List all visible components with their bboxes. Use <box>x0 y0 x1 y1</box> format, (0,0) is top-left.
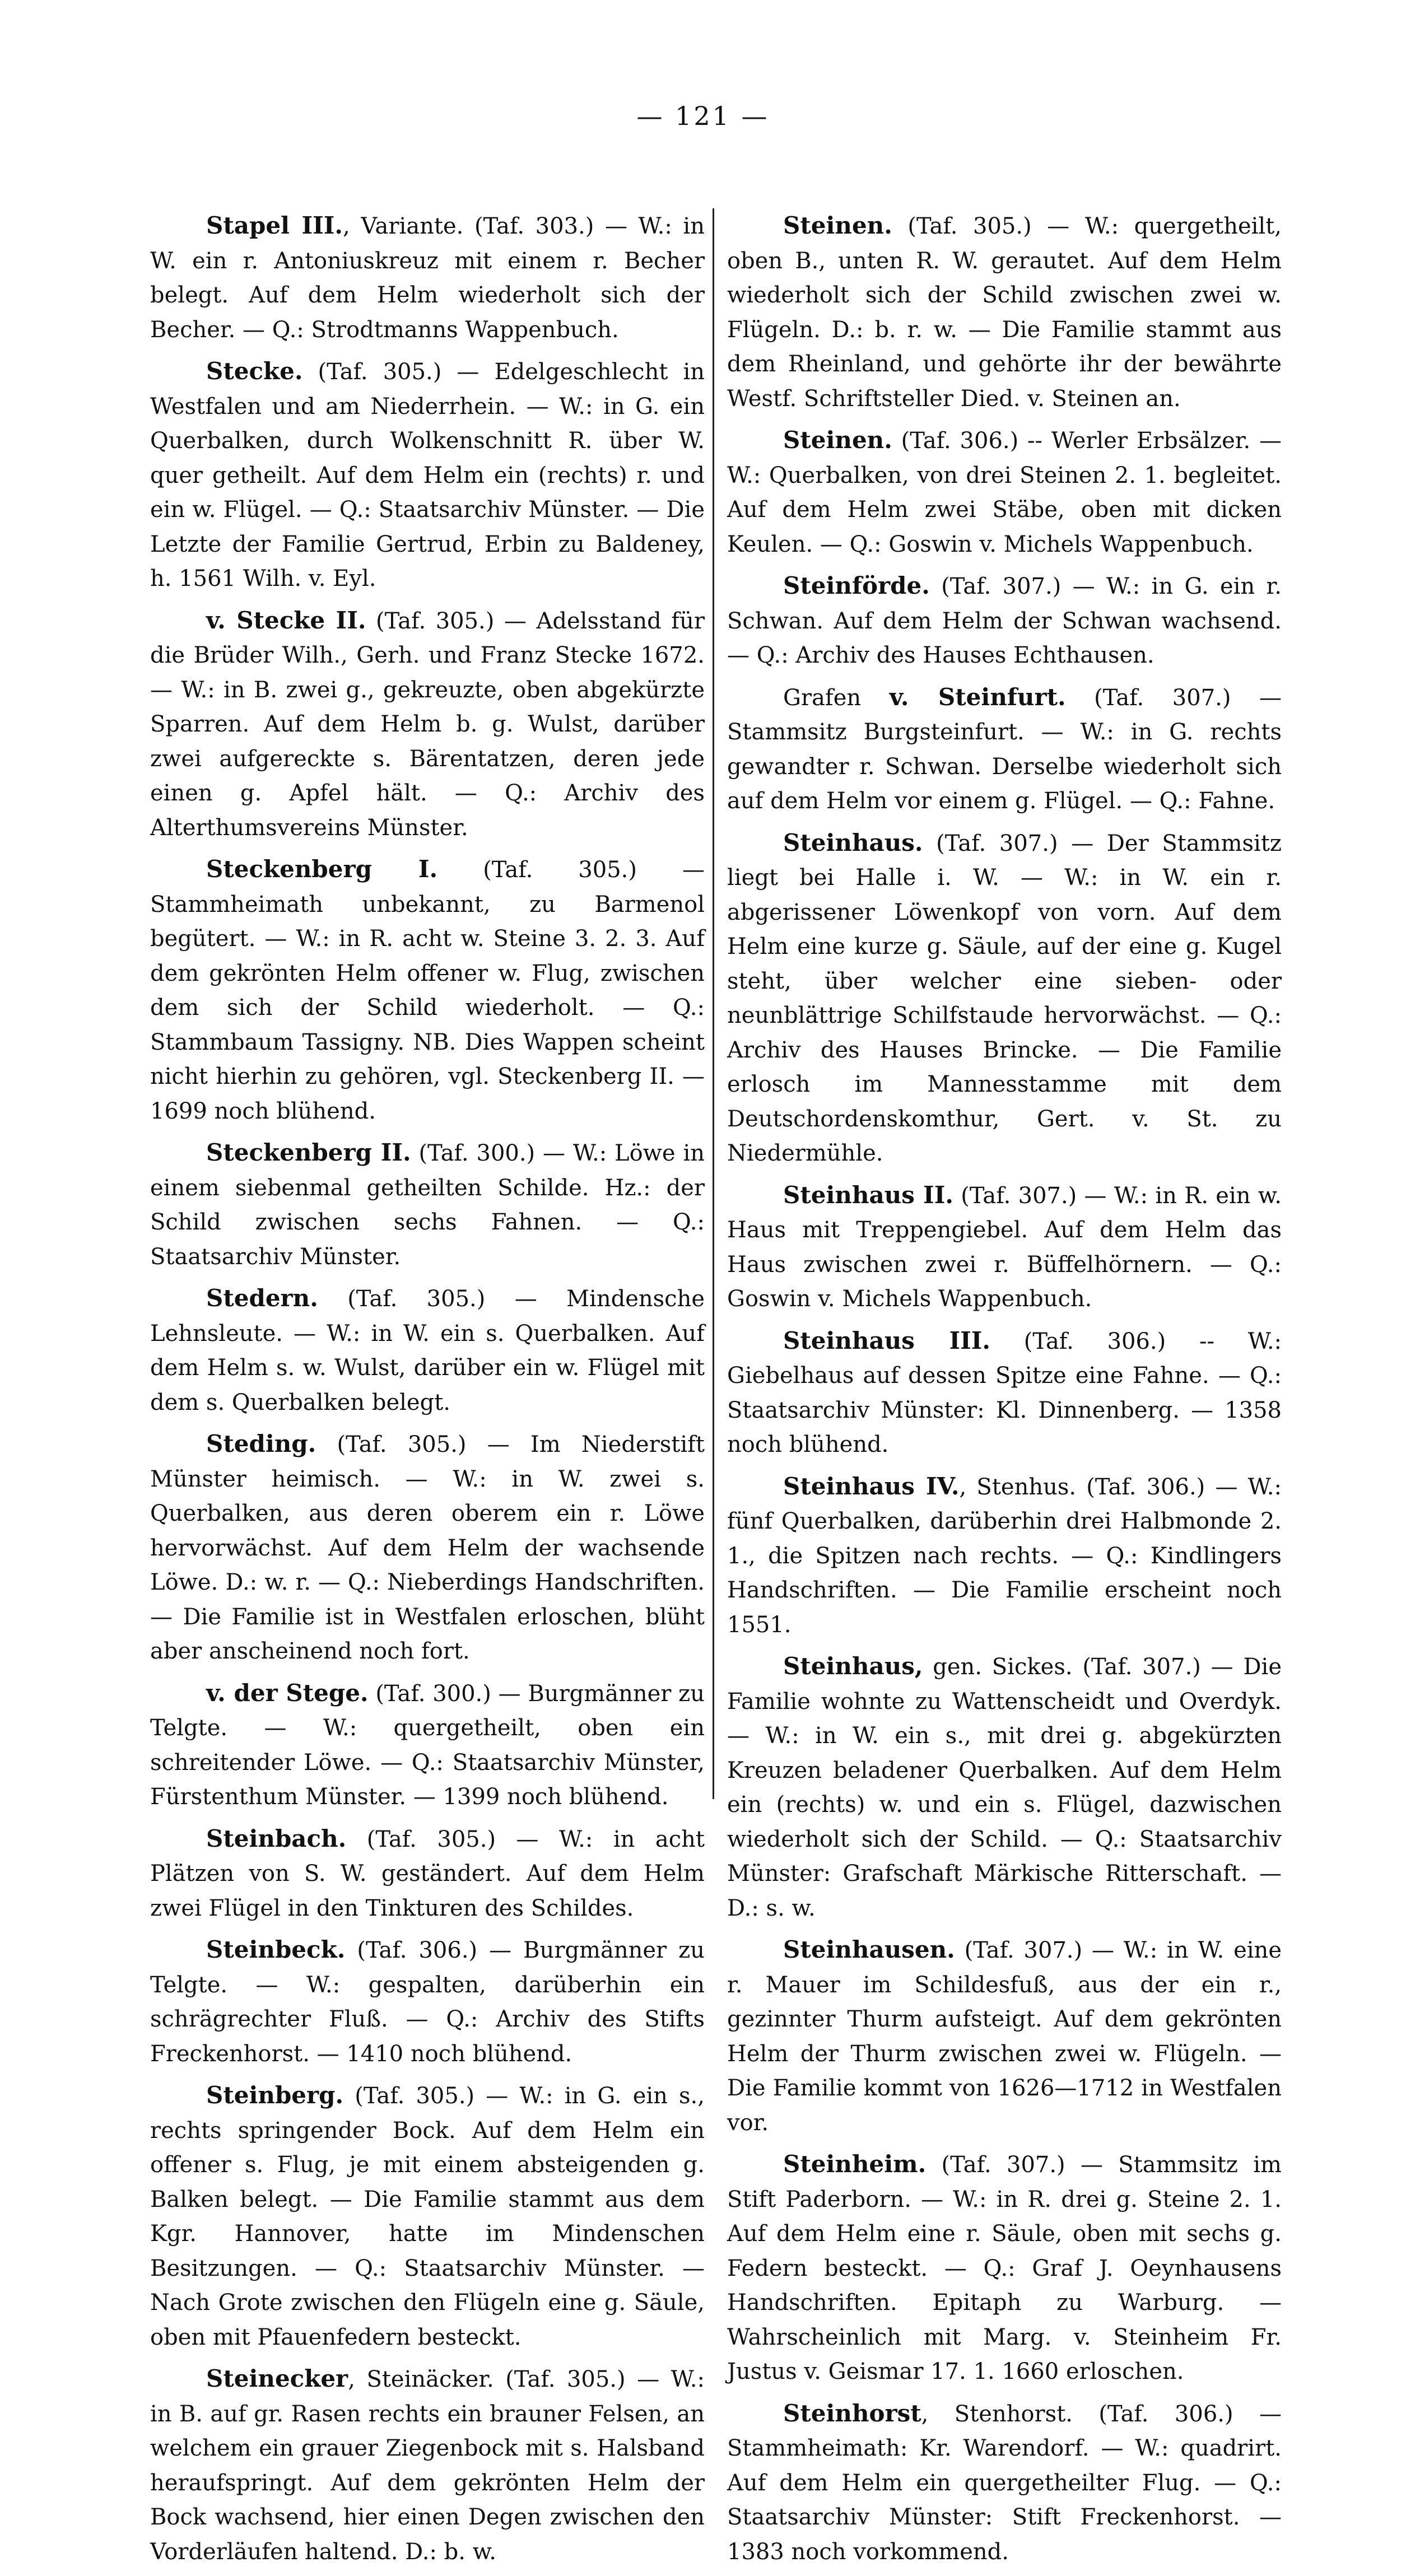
entry-heading: v. Stecke II. <box>206 606 366 634</box>
column-divider <box>713 208 714 1799</box>
entry <box>727 680 1282 819</box>
entry <box>150 603 705 846</box>
entry-heading: Steinhorst <box>783 2399 921 2427</box>
entry <box>727 826 1282 1171</box>
entry-heading: v. Steinfurt. <box>889 683 1066 711</box>
entry-text: (Taf. 307.) — Stammsitz Burgsteinfurt. — W.: in G. rechts gewandter r. Schwan. Derselbe wiederholt sich auf dem Helm vor einem g. Flügel. — Q.: Fahne. <box>727 684 1282 814</box>
entry-heading: Steinecker <box>206 2365 348 2392</box>
entry <box>727 2147 1282 2389</box>
entry-text: (Taf. 305.) — Edelgeschlecht in Westfalen und am Niederrhein. — W.: in G. ein Querbalken, durch Wolkenschnitt R. über W. quer getheilt. Auf dem Helm ein (rechts) r. und ein w. Flügel. — Q.: Staatsarchiv Münster. — Die Letzte der Familie Gertrud, Erbin zu Baldeney, h. 1561 Wilh. v. Eyl. <box>150 359 705 591</box>
entry-text: (Taf. 305.) — W.: in acht Plätzen von S. W. geständert. Auf dem Helm zwei Flügel in den Tinkturen des Schildes. <box>150 1826 705 1921</box>
left-column <box>150 208 705 2576</box>
entry-text: (Taf. 307.) — W.: in R. ein w. Haus mit Treppengiebel. Auf dem Helm das Haus zwischen zwei r. Büffelhörnern. — Q.: Goswin v. Michels Wappenbuch. <box>727 1182 1282 1312</box>
entry-prefix: Grafen <box>783 684 890 711</box>
entry-heading: Steinhaus. <box>783 828 923 856</box>
entry-heading: Steinhaus III. <box>783 1326 991 1354</box>
entry-heading: Steinhaus, <box>783 1652 923 1680</box>
entry-text: , Stenhus. (Taf. 306.) — W.: fünf Querbalken, darüberhin drei Halbmonde 2. 1., die Spitzen nach rechts. — Q.: Kindlingers Handschriften. — Die Familie erscheint noch 1551. <box>727 1474 1282 1638</box>
entry-text: (Taf. 306.) -- Werler Erbsälzer. — W.: Querbalken, von drei Steinen 2. 1. begleitet. Auf dem Helm zwei Stäbe, oben mit dicken Keulen. — Q.: Goswin v. Michels Wappenbuch. <box>727 428 1282 557</box>
entry-heading: Steinen. <box>783 212 892 239</box>
entry-text: (Taf. 305.) — W.: in G. ein s., rechts springender Bock. Auf dem Helm ein offener s. Flug, je mit einem absteigenden g. Balken belegt. — Die Familie stammt aus dem Kgr. Hannover, hatte im Mindenschen Besitzungen. — Q.: Staatsarchiv Münster. — Nach Grote zwischen den Flügeln eine g. Säule, oben mit Pfauenfedern besteckt. <box>150 2083 705 2350</box>
entry <box>150 2078 705 2355</box>
entry <box>727 1324 1282 1462</box>
entry-heading: Steding. <box>206 1430 316 1457</box>
entry <box>727 423 1282 562</box>
entry <box>150 1676 705 1815</box>
entry-text: (Taf. 306.) -- W.: Giebelhaus auf dessen Spitze eine Fahne. — Q.: Staatsarchiv Münster: Kl. Dinnenberg. — 1358 noch blühend. <box>727 1328 1282 1457</box>
entry <box>150 1135 705 1274</box>
entry <box>727 208 1282 416</box>
entry-text: (Taf. 307.) — Stammsitz im Stift Paderborn. — W.: in R. drei g. Steine 2. 1. Auf dem Helm eine r. Säule, oben mit sechs g. Federn besteckt. — Q.: Graf J. Oeynhausens Handschriften. Epitaph zu Warburg. — Wahrscheinlich mit Marg. v. Steinheim Fr. Justus v. Geismar 17. 1. 1660 erloschen. <box>727 2152 1282 2384</box>
entry <box>150 1822 705 1926</box>
entry-text: (Taf. 305.) — Mindensche Lehnsleute. — W.: in W. ein s. Querbalken. Auf dem Helm s. w. Wulst, darüber ein w. Flügel mit dem s. Querbalken belegt. <box>150 1286 705 1415</box>
entry-heading: Steinbach. <box>206 1824 347 1852</box>
entry-heading: v. der Stege. <box>206 1679 369 1707</box>
entry-heading: Steinhaus II. <box>783 1181 953 1209</box>
entry-heading: Steinbeck. <box>206 1936 346 1963</box>
entry-text: , Variante. (Taf. 303.) — W.: in W. ein r. Antoniuskreuz mit einem r. Becher belegt. Auf dem Helm wiederholt sich der Becher. — Q.: Strodtmanns Wappenbuch. <box>150 213 705 343</box>
entry-text: (Taf. 305.) — W.: quergetheilt, oben B., unten R. W. gerautet. Auf dem Helm wiederholt sich der Schild zwischen zwei w. Flügeln. D.: b. r. w. — Die Familie stammt aus dem Rheinland, und gehörte ihr der bewährte Westf. Schriftsteller Died. v. Steinen an. <box>727 213 1282 412</box>
entry-heading: Steinen. <box>783 426 892 454</box>
entry <box>727 569 1282 673</box>
entry-heading: Stecke. <box>206 357 303 385</box>
entry <box>150 208 705 347</box>
entry-text: gen. Sickes. (Taf. 307.) — Die Familie wohnte zu Wattenscheidt und Overdyk. — W.: in W. ein s., mit drei g. abgekürzten Kreuzen beladener Querbalken. Auf dem Helm ein (rechts) w. und ein s. Flügel, dazwischen wiederholt sich der Schild. — Q.: Staatsarchiv Münster: Grafschaft Märkische Ritterschaft. — D.: s. w. <box>727 1654 1282 1921</box>
page-number: — 121 — <box>636 101 770 131</box>
entry <box>727 1932 1282 2140</box>
entry-text: , Stenhorst. (Taf. 306.) — Stammheimath: Kr. Warendorf. — W.: quadrirt. Auf dem Helm ein quergetheilter Flug. — Q.: Staatsarchiv Münster: Stift Freckenhorst. — 1383 noch vorkommend. <box>727 2401 1282 2565</box>
entry-heading: Steinhausen. <box>783 1936 955 1963</box>
entry <box>150 1281 705 1420</box>
entry-text: (Taf. 305.) — Im Niederstift Münster heimisch. — W.: in W. zwei s. Querbalken, aus deren oberem ein r. Löwe hervorwächst. Auf dem Helm der wachsende Löwe. D.: w. r. — Q.: Nieberdings Handschriften. — Die Familie ist in Westfalen erloschen, blüht aber anscheinend noch fort. <box>150 1432 705 1664</box>
entry <box>727 1469 1282 1643</box>
entry-heading: Steinberg. <box>206 2081 344 2109</box>
entry-text: (Taf. 305.) — Adelsstand für die Brüder Wilh., Gerh. und Franz Stecke 1672. — W.: in B. zwei g., gekreuzte, oben abgekürzte Sparren. Auf dem Helm b. g. Wulst, darüber zwei aufgereckte s. Bärentatzen, deren jede einen g. Apfel hält. — Q.: Archiv des Alterthumsvereins Münster. <box>150 608 705 841</box>
entry <box>150 1427 705 1669</box>
entry-heading: Stedern. <box>206 1284 318 1312</box>
entry-heading: Steinförde. <box>783 572 930 599</box>
entry-text: (Taf. 307.) — W.: in W. eine r. Mauer im Schildesfuß, aus der ein r., gezinnter Thurm aufsteigt. Auf dem gekrönten Helm der Thurm zwischen zwei w. Flügeln. — Die Familie kommt von 1626—1712 in Westfalen vor. <box>727 1937 1282 2136</box>
entry-heading: Steinhaus IV. <box>783 1472 960 1500</box>
entry-text: (Taf. 300.) — W.: Löwe in einem siebenmal getheilten Schilde. Hz.: der Schild zwischen sechs Fahnen. — Q.: Staatsarchiv Münster. <box>150 1140 705 1270</box>
entry <box>727 2396 1282 2570</box>
entry <box>150 852 705 1129</box>
entry-heading: Steckenberg I. <box>206 855 438 883</box>
entry <box>150 1932 705 2071</box>
entry-text: , Steinäcker. (Taf. 305.) — W.: in B. auf gr. Rasen rechts ein brauner Felsen, an welchem ein grauer Ziegenbock mit s. Halsband heraufspringt. Auf dem gekrönten Helm der Bock wachsend, hier einen Degen zwischen den Vorderläufen haltend. D.: b. w. <box>150 2367 705 2565</box>
entry-heading: Steckenberg II. <box>206 1139 411 1166</box>
entry <box>727 1178 1282 1317</box>
entry-text: (Taf. 307.) — W.: in G. ein r. Schwan. Auf dem Helm der Schwan wachsend. — Q.: Archiv des Hauses Echthausen. <box>727 574 1282 668</box>
entry-heading: Steinheim. <box>783 2150 927 2178</box>
entry-text: (Taf. 306.) — Burgmänner zu Telgte. — W.: gespalten, darüberhin ein schrägrechter Fluß. — Q.: Archiv des Stifts Freckenhorst. — 1410 noch blühend. <box>150 1937 705 2067</box>
entry <box>150 354 705 597</box>
entry-text: (Taf. 307.) — Der Stammsitz liegt bei Halle i. W. — W.: in W. ein r. abgerissener Löwenkopf von vorn. Auf dem Helm eine kurze g. Säule, auf der eine g. Kugel steht, über welcher eine sieben- oder neunblättrige Schilfstaude hervorwächst. — Q.: Archiv des Hauses Brincke. — Die Familie erlosch im Mannesstamme mit dem Deutschordenskomthur, Gert. v. St. zu Niedermühle. <box>727 830 1282 1166</box>
entry-text: (Taf. 305.) — Stammheimath unbekannt, zu Barmenol begütert. — W.: in R. acht w. Steine 3. 2. 3. Auf dem gekrönten Helm offener w. Flug, zwischen dem sich der Schild wiederholt. — Q.: Stammbaum Tassigny. NB. Dies Wappen scheint nicht hierhin zu gehören, vgl. Steckenberg II. — 1699 noch blühend. <box>150 857 705 1124</box>
entry <box>727 1649 1282 1926</box>
entry <box>150 2361 705 2569</box>
entry-text: (Taf. 300.) — Burgmänner zu Telgte. — W.: quergetheilt, oben ein schreitender Löwe. — Q.: Staatsarchiv Münster, Fürstenthum Münster. — 1399 noch blühend. <box>150 1680 705 1810</box>
right-column <box>727 208 1282 2576</box>
entry-heading: Stapel III. <box>206 212 343 239</box>
